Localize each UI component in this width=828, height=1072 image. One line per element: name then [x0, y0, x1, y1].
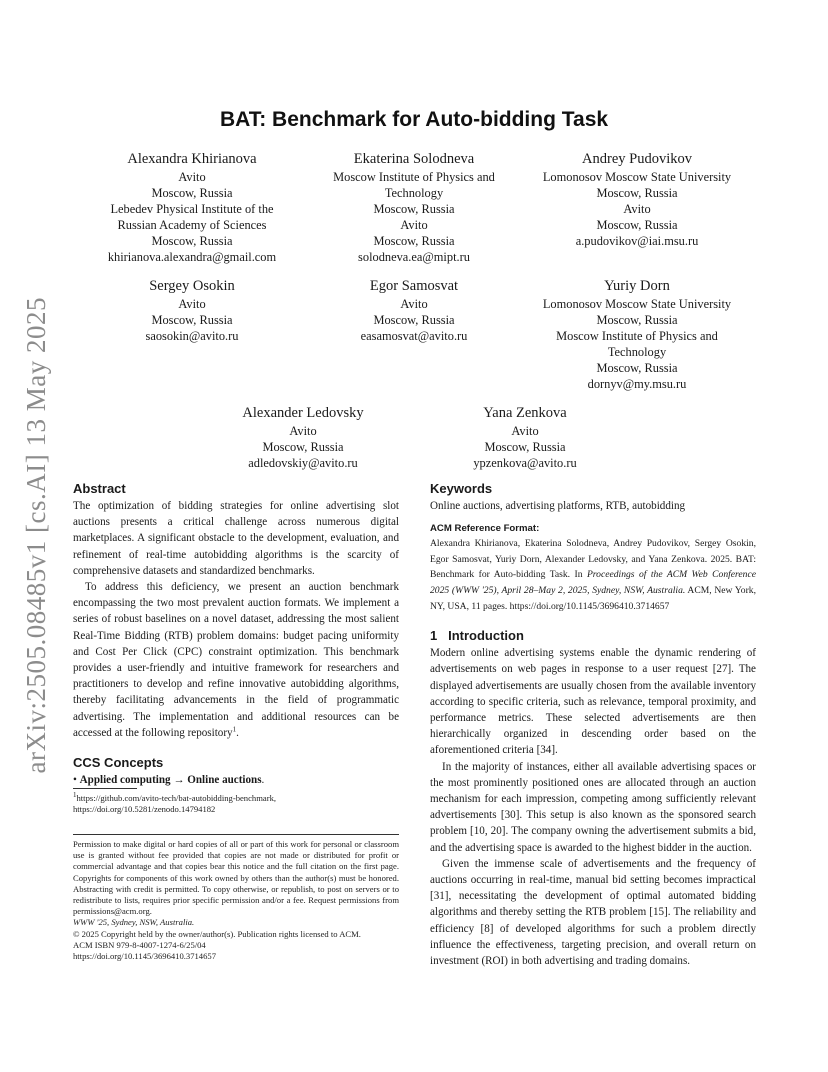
author-name: Sergey Osokin: [149, 278, 235, 294]
author-email[interactable]: adledovskiy@avito.ru: [248, 456, 358, 470]
author-affiliation: Avito: [178, 297, 206, 311]
author-affiliation: Avito: [400, 218, 428, 232]
acm-ref-heading: ACM Reference Format:: [430, 523, 540, 535]
author-affiliation: Moscow, Russia: [373, 202, 455, 216]
permission-block: [73, 839, 399, 962]
footnote-rule: [73, 788, 137, 789]
author-email[interactable]: ypzenkova@avito.ru: [473, 456, 577, 470]
author-name: Alexandra Khirianova: [127, 151, 257, 167]
author-affiliation: Lebedev Physical Institute of the: [110, 202, 274, 216]
author-affiliation: Moscow, Russia: [596, 186, 678, 200]
venue-line: WWW '25, Sydney, NSW, Australia.: [73, 917, 195, 928]
arxiv-stamp-text: arXiv:2505.08485v1 [cs.AI] 13 May 2025: [20, 296, 51, 774]
intro-paragraph: In the majority of instances, either all available advertising spaces or the most prominently positioned ones are allocated through an auction mechanism for each impression, competing among sufficiently relevant advertisements [30]. This setup is also known as the sponsored search problem [10, 20]. The company owning the advertisement submits a bid, and the advertising space is awarded to the highest bidder in the auction.: [430, 760, 756, 854]
introduction-heading: 1 Introduction: [430, 628, 524, 644]
author-block: [299, 150, 529, 265]
author-affiliation: Avito: [289, 424, 317, 438]
paper-title: BAT: Benchmark for Auto-bidding Task: [219, 108, 609, 131]
author-affiliation: Avito: [623, 202, 651, 216]
author-name: Egor Samosvat: [369, 278, 459, 294]
author-block: [522, 277, 752, 392]
footnote: [73, 793, 399, 815]
author-affiliation: Moscow Institute of Physics and: [333, 170, 495, 184]
author-affiliation: Technology: [384, 186, 444, 200]
keywords-heading: Keywords: [430, 481, 493, 496]
author-affiliation: Moscow, Russia: [596, 361, 678, 375]
abstract-heading: Abstract: [73, 481, 126, 496]
ccs-heading: CCS Concepts: [73, 755, 164, 771]
author-affiliation: Russian Academy of Sciences: [117, 218, 267, 232]
author-email[interactable]: dornyv@my.msu.ru: [587, 377, 687, 391]
author-affiliation: Moscow, Russia: [151, 313, 233, 327]
doi-link[interactable]: https://doi.org/10.1145/3696410.3714657: [73, 951, 216, 962]
author-affiliation: Avito: [400, 297, 428, 311]
keywords-text: Online auctions, advertising platforms, RTB, autobidding: [430, 500, 686, 512]
author-block: [188, 404, 418, 471]
author-name: Yana Zenkova: [483, 405, 567, 421]
author-email[interactable]: solodneva.ea@mipt.ru: [358, 250, 470, 264]
author-name: Andrey Pudovikov: [582, 151, 692, 167]
author-affiliation: Moscow, Russia: [596, 218, 678, 232]
copyright-line: © 2025 Copyright held by the owner/author(s). Publication rights licensed to ACM.: [73, 928, 361, 939]
author-affiliation: Moscow, Russia: [484, 440, 566, 454]
author-block: [299, 277, 529, 344]
author-affiliation: Avito: [178, 170, 206, 184]
footnote-link[interactable]: https://github.com/avito-tech/bat-autobidding-benchmark, https://doi.org/10.5281/zenodo.14794182: [73, 793, 277, 815]
author-affiliation: Moscow, Russia: [373, 313, 455, 327]
author-block: [77, 150, 307, 265]
author-affiliation: Avito: [511, 424, 539, 438]
author-name: Alexander Ledovsky: [242, 405, 364, 421]
author-affiliation: Moscow, Russia: [596, 313, 678, 327]
author-email[interactable]: saosokin@avito.ru: [145, 329, 239, 343]
author-affiliation: Moscow, Russia: [373, 234, 455, 248]
author-email[interactable]: easamosvat@avito.ru: [360, 329, 468, 343]
author-affiliation: Lomonosov Moscow State University: [542, 170, 732, 184]
author-affiliation: Moscow, Russia: [262, 440, 344, 454]
author-block: [77, 277, 307, 344]
acm-ref-text: Alexandra Khirianova, Ekaterina Solodneva, Andrey Pudovikov, Sergey Osokin, Egor Samosvat, Yuriy Dorn, Alexander Ledovsky, and Yana Zenkova. 2025. BAT: Benchmark for Auto-bidding Task. In Proceedings of the ACM Web Conference 2025 (WWW '25), April 28–May 2, 2025, Sydney, NSW, Australia. ACM, New York, NY, USA, 11 pages. https://doi.org/10.1145/3696410.3714657: [430, 538, 756, 612]
intro-paragraph: Modern online advertising systems enable the dynamic rendering of advertisements on web pages in response to a user request [27]. The displayed advertisements are usually chosen from the available inventory according to specific criteria, such as relevance, temporal proximity, and performance metrics. These selected advertisements are then hierarchically organized in descending order based on the aforementioned criteria [34].: [430, 647, 756, 757]
right-column: [430, 480, 756, 969]
section-number: 1: [430, 628, 438, 644]
author-email[interactable]: a.pudovikov@iai.msu.ru: [575, 234, 699, 248]
footnote-number: 1: [73, 791, 77, 800]
ccs-item: • Applied computing → Online auctions.: [73, 774, 265, 787]
permission-text: Permission to make digital or hard copies of all or part of this work for personal or classroom use is granted without fee provided that copies are not made or distributed for profit or commercial advantage and that copies bear this notice and the full citation on the first page. Copyrights for components of this work owned by others than the author(s) must be honored. Abstracting with credit is permitted. To copy otherwise, or republish, to post on servers or to redistribute to lists, requires prior specific permission and/or a fee. Request permissions from permissions@acm.org.: [73, 839, 399, 917]
left-column: [73, 480, 399, 788]
author-block: [410, 404, 640, 471]
author-affiliation: Moscow Institute of Physics and: [556, 329, 718, 343]
author-name: Ekaterina Solodneva: [353, 151, 475, 167]
abstract-paragraph: The optimization of bidding strategies for online advertising slot auctions presents a critical challenge across numerous digital marketplaces. A significant obstacle to the development, evaluation, and refinement of real-time autobidding algorithms is the scarcity of comprehensive datasets and standardized benchmarks.: [73, 500, 399, 577]
abstract-paragraph: To address this deficiency, we present an auction benchmark encompassing the two most prevalent auction formats. We implement a series of robust baselines on a novel dataset, addressing the most salient Real-Time Bidding (RTB) problem domains: budget pacing uniformity and Cost Per Click (CPC) constraint optimization. This benchmark provides a user-friendly and intuitive framework for researchers and practitioners to develop and refine innovative autobidding algorithms, thereby facilitating advancements in the field of programmatic advertising. The implementation and additional resources can be accessed at the following repository$^1$.: [73, 581, 399, 739]
author-affiliation: Technology: [607, 345, 667, 359]
isbn-line: ACM ISBN 979-8-4007-1274-6/25/04: [73, 939, 206, 950]
permission-rule: [73, 834, 399, 835]
footnote-mark[interactable]: 1: [232, 725, 237, 734]
author-name: Yuriy Dorn: [604, 278, 670, 294]
arxiv-stamp: [14, 296, 58, 774]
author-affiliation: Lomonosov Moscow State University: [542, 297, 732, 311]
author-affiliation: Moscow, Russia: [151, 234, 233, 248]
author-block: [522, 150, 752, 249]
intro-paragraph: Given the immense scale of advertisements and the frequency of auctions occurring in real-time, manual bid setting becomes impractical [31], necessitating the development of optimal automated bidding algorithms and thereby setting the RTB problem [15]. The reliability and efficiency [8] of developed algorithms for such a problem directly influence the effectiveness, targeting precision, and overall return on investment (ROI) in both advertising and trading domains.: [430, 857, 756, 968]
author-email[interactable]: khirianova.alexandra@gmail.com: [107, 250, 277, 264]
author-affiliation: Moscow, Russia: [151, 186, 233, 200]
